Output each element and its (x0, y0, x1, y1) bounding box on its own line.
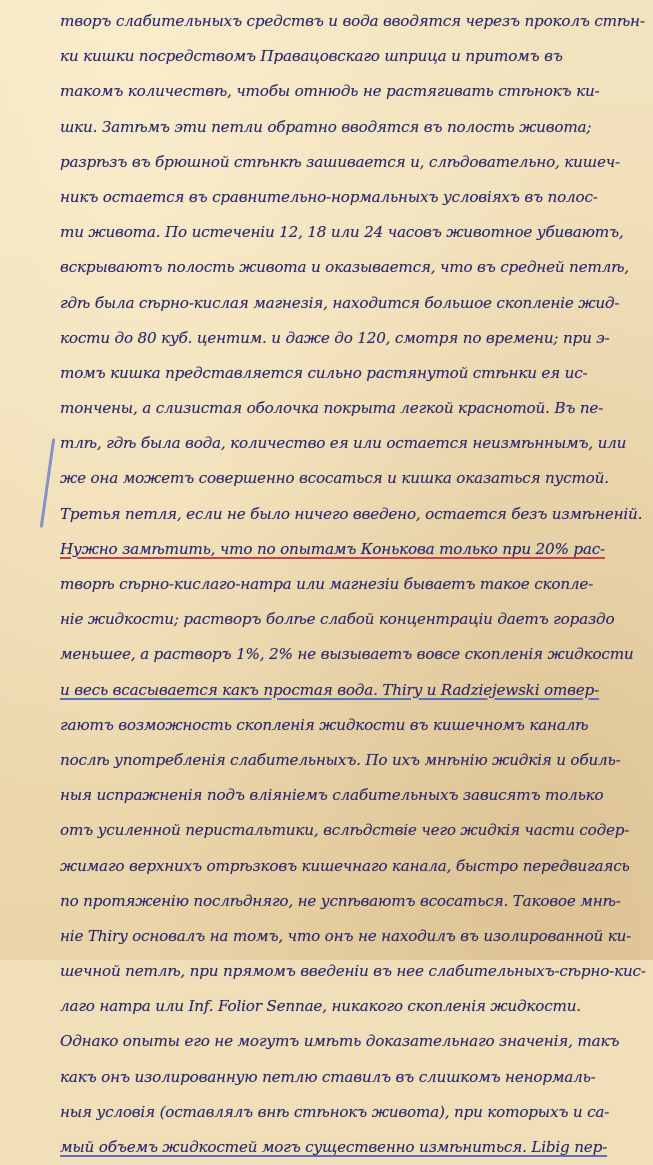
text-line: ніе жидкости; растворъ болѣе слабой концентраціи даетъ гораздо (60, 610, 615, 629)
text-line-underlined: Нужно замѣтить, что по опытамъ Конькова только при 20% рас- (60, 539, 605, 558)
text-line-underlined: мый объемъ жидкостей могъ существенно измѣниться. Libig пер- (60, 1138, 608, 1156)
text-line: творѣ сѣрно-кислаго-натра или магнезіи бываетъ такое скопле- (60, 575, 594, 593)
margin-pencil-mark (40, 438, 55, 528)
text-line: такомъ количествѣ, чтобы отнюдь не растягивать стѣнокъ ки- (60, 82, 600, 101)
text-line: гдѣ была сѣрно-кислая магнезія, находится большое скопленіе жид- (60, 293, 620, 312)
text-line: Третья петля, если не было ничего введено, остается безъ измѣненій. (60, 504, 643, 523)
text-line: же она можетъ совершенно всосаться и кишка оказаться пустой. (60, 469, 609, 488)
text-line: шки. Затѣмъ эти петли обратно вводятся въ полость живота; (60, 117, 592, 136)
text-line: по протяженію послѣдняго, не успѣваютъ всосаться. Таковое мнѣ- (60, 891, 621, 910)
text-line: жимаго верхнихъ отрѣзковъ кишечнаго канала, быстро передвигаясь (60, 856, 630, 875)
text-line: ти живота. По истеченіи 12, 18 или 24 часовъ животное убиваютъ, (60, 223, 624, 242)
text-line: меньшее, а растворъ 1%, 2% не вызываетъ вовсе скопленія жидкости (60, 645, 634, 664)
text-line: тлѣ, гдѣ была вода, количество ея или остается неизмѣннымъ, или (60, 434, 627, 453)
text-line: тончены, а слизистая оболочка покрыта легкой краснотой. Въ пе- (60, 399, 604, 418)
text-line: кости до 80 куб. центим. и даже до 120, смотря по времени; при э- (60, 328, 610, 347)
text-line: ныя испражненія подъ вліяніемъ слабительныхъ зависятъ только (60, 786, 604, 805)
text-line: послѣ употребленія слабительныхъ. По ихъ мнѣнію жидкія и обиль- (60, 750, 621, 769)
text-line: гаютъ возможность скопленія жидкости въ кишечномъ каналѣ (60, 715, 589, 734)
text-line: ніе Thiry основалъ на томъ, что онъ не находилъ въ изолированной ки- (60, 926, 632, 945)
text-line: вскрываютъ полость живота и оказывается, что въ средней петлѣ, (60, 258, 629, 277)
text-line: никъ остается въ сравнительно-нормальныхъ условіяхъ въ полос- (60, 187, 598, 206)
text-line: отъ усиленной перистальтики, вслѣдствіе чего жидкія части содер- (60, 821, 630, 840)
text-line: творъ слабительныхъ средствъ и вода вводятся черезъ проколъ стѣн- (60, 12, 645, 30)
text-line: разрѣзъ въ брюшной стѣнкѣ зашивается и, слѣдовательно, кишеч- (60, 152, 620, 171)
text-line-underlined: и весь всасывается какъ простая вода. Thiry и Radziejewski отвер- (60, 680, 600, 699)
text-line: какъ онъ изолированную петлю ставилъ въ слишкомъ ненормаль- (60, 1067, 596, 1086)
text-line: ки кишки посредствомъ Правацовскаго шприца и притомъ въ (60, 47, 563, 66)
text-line: томъ кишка представляется сильно растянутой стѣнки ея ис- (60, 363, 588, 382)
text-line: Однако опыты его не могутъ имѣть доказательнаго значенія, такъ (60, 1032, 620, 1051)
text-line: шечной петлѣ, при прямомъ введеніи въ нее слабительныхъ-сѣрно-кис- (60, 962, 646, 981)
manuscript-text (60, 4, 648, 1165)
text-line: лаго натра или Inf. Folior Sennae, никакого скопленія жидкости. (60, 997, 581, 1016)
text-line: ныя условія (оставлялъ внѣ стѣнокъ живота), при которыхъ и са- (60, 1102, 610, 1121)
